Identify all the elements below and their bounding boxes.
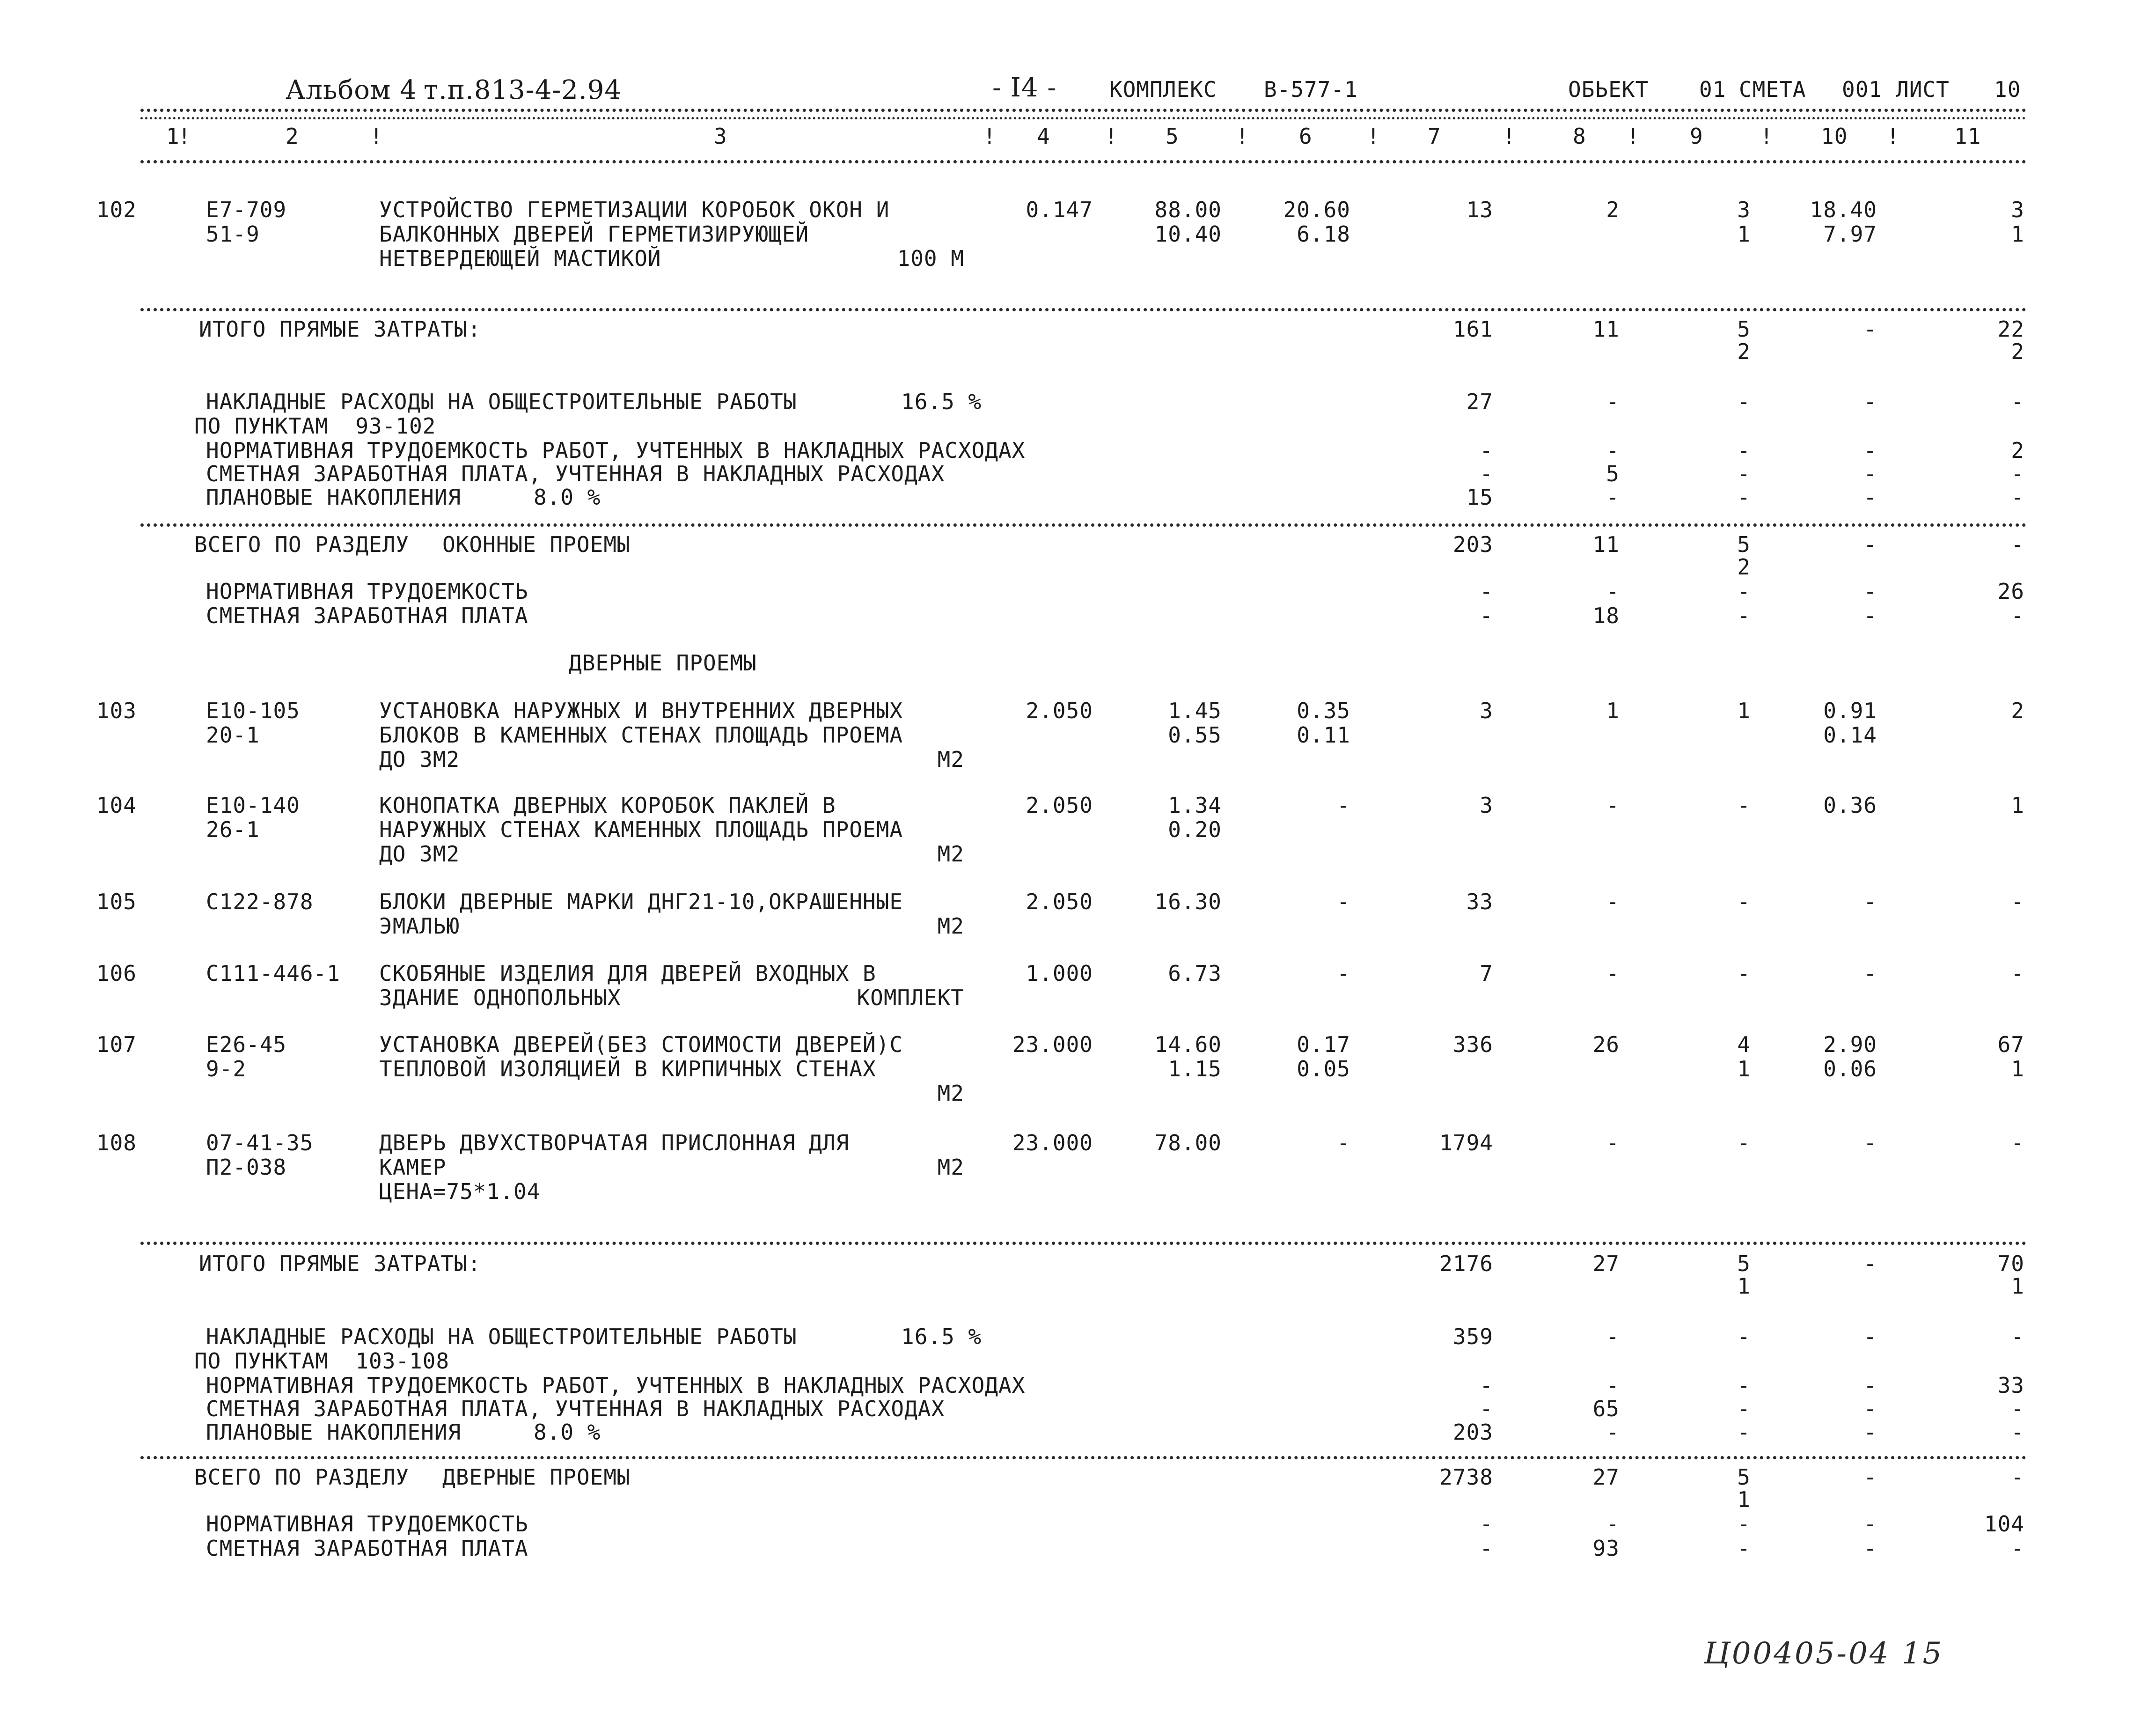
wages-total: 26	[1592, 1032, 1620, 1057]
overhead-value: -	[1737, 1324, 1751, 1349]
savings-value: -	[1737, 1420, 1751, 1445]
section-wages-value: -	[1737, 603, 1751, 628]
total-cost: 161	[1452, 316, 1493, 342]
dotted-rule	[140, 308, 2027, 311]
quantity: 0.147	[1026, 197, 1093, 222]
rate-code: Е26-45	[206, 1032, 287, 1057]
rate-code: Е7-709	[206, 197, 287, 222]
overhead-wages-value: 65	[1592, 1396, 1620, 1421]
overhead-value: 359	[1452, 1324, 1493, 1349]
work-description: ЦЕНА=75*1.04	[379, 1179, 541, 1204]
work-description: НАРУЖНЫХ СТЕНАХ КАМЕННЫХ ПЛОЩАДЬ ПРОЕМА	[379, 817, 903, 842]
section-name: ОКОННЫЕ ПРОЕМЫ	[442, 532, 631, 557]
row-number: 107	[96, 1032, 137, 1057]
rate-code: С111-446-1	[206, 961, 340, 986]
section-labor-label: НОРМАТИВНАЯ ТРУДОЕМКОСТЬ	[206, 1511, 528, 1537]
overhead-wages-label: СМЕТНАЯ ЗАРАБОТНАЯ ПЛАТА, УЧТЕННАЯ В НАКЛАДНЫХ РАСХОДАХ	[206, 461, 945, 486]
rate-code-sub: П2-038	[206, 1155, 287, 1180]
section-labor-value: 26	[1997, 579, 2024, 604]
overhead-labor-value: -	[1737, 1373, 1751, 1398]
labor-rate: -	[1863, 1130, 1877, 1155]
complex-label: КОМПЛЕКС	[1109, 77, 1217, 102]
overhead-wages-value: -	[2011, 1396, 2024, 1421]
work-description: НЕТВЕРДЕЮЩЕЙ МАСТИКОЙ	[379, 246, 661, 271]
section-total-wages: 27	[1592, 1464, 1620, 1490]
unit-cost: 6.73	[1168, 961, 1222, 986]
column-separator: !	[1886, 124, 1900, 149]
total-labor-machine: 1	[2011, 1273, 2024, 1299]
overhead-value: 27	[1466, 389, 1493, 414]
overhead-label: НАКЛАДНЫЕ РАСХОДЫ НА ОБЩЕСТРОИТЕЛЬНЫЕ РАБОТЫ	[206, 1324, 797, 1349]
overhead-wages-value: -	[2011, 461, 2024, 486]
unit-of-measure: М2	[937, 841, 964, 867]
row-number: 102	[96, 197, 137, 222]
machine-total: 3	[1737, 197, 1751, 222]
labor-rate-machine: 7.97	[1823, 221, 1877, 247]
overhead-labor-value: -	[1606, 438, 1620, 463]
total-label: ИТОГО ПРЯМЫЕ ЗАТРАТЫ:	[199, 316, 481, 342]
section-total-machine: 5	[1737, 1464, 1751, 1490]
header-rule-bottom	[140, 160, 2027, 163]
section-wages-value: -	[1863, 603, 1877, 628]
overhead-wages-value: -	[1480, 461, 1493, 486]
overhead-labor-value: -	[1863, 438, 1877, 463]
total-cost: 7	[1480, 961, 1493, 986]
overhead-value: -	[2011, 389, 2024, 414]
total-labor-machine: 2	[2011, 339, 2024, 364]
total-machine: 5	[1737, 316, 1751, 342]
machine-cost: -	[1337, 793, 1350, 818]
unit-cost: 78.00	[1154, 1130, 1222, 1155]
savings-value: -	[1863, 485, 1877, 510]
labor-total: -	[2011, 889, 2024, 914]
unit-of-measure: М2	[937, 913, 964, 939]
savings-value: -	[1606, 1420, 1620, 1445]
overhead-value: -	[1863, 389, 1877, 414]
section-labor-value: -	[1737, 1511, 1751, 1537]
column-number-1: 1	[166, 124, 180, 149]
rate-code: 07-41-35	[206, 1130, 314, 1155]
overhead-labor-label: НОРМАТИВНАЯ ТРУДОЕМКОСТЬ РАБОТ, УЧТЕННЫХ В НАКЛАДНЫХ РАСХОДАХ	[206, 438, 1026, 463]
column-separator: !	[1760, 124, 1774, 149]
wages-total: -	[1606, 961, 1620, 986]
savings-value: -	[2011, 485, 2024, 510]
section-labor-value: -	[1863, 579, 1877, 604]
dotted-rule	[140, 1242, 2027, 1245]
machine-total: 4	[1737, 1032, 1751, 1057]
unit-cost: 14.60	[1154, 1032, 1222, 1057]
section-wages-label: СМЕТНАЯ ЗАРАБОТНАЯ ПЛАТА	[206, 603, 528, 628]
wages-total: -	[1606, 793, 1620, 818]
column-number-8: 8	[1573, 124, 1586, 149]
machine-cost: -	[1337, 889, 1350, 914]
section-labor-value: -	[1606, 579, 1620, 604]
section-labor-value: -	[1480, 1511, 1493, 1537]
work-description: КОНОПАТКА ДВЕРНЫХ КОРОБОК ПАКЛЕЙ В	[379, 793, 836, 818]
savings-value: 15	[1466, 485, 1493, 510]
labor-total: 67	[1997, 1032, 2024, 1057]
machine-cost: 0.17	[1297, 1032, 1350, 1057]
work-description: СКОБЯНЫЕ ИЗДЕЛИЯ ДЛЯ ДВЕРЕЙ ВХОДНЫХ В	[379, 961, 876, 986]
row-number: 104	[96, 793, 137, 818]
overhead-wages-value: -	[1737, 1396, 1751, 1421]
wages-total: -	[1606, 889, 1620, 914]
dotted-rule	[140, 1456, 2027, 1459]
column-number-5: 5	[1166, 124, 1179, 149]
total-cost: 3	[1480, 698, 1493, 723]
object-number: 01	[1699, 77, 1726, 102]
wages-total: 1	[1606, 698, 1620, 723]
section-labor-value: -	[1480, 579, 1493, 604]
row-number: 106	[96, 961, 137, 986]
work-description: УСТРОЙСТВО ГЕРМЕТИЗАЦИИ КОРОБОК ОКОН И	[379, 197, 890, 222]
unit-cost: 88.00	[1154, 197, 1222, 222]
savings-value: -	[1863, 1420, 1877, 1445]
wages-total: 2	[1606, 197, 1620, 222]
section-total-labor: -	[2011, 1464, 2024, 1490]
section-title: ДВЕРНЫЕ ПРОЕМЫ	[569, 650, 757, 676]
overhead-items: ПО ПУНКТАМ 93-102	[194, 413, 436, 439]
labor-total: 3	[2011, 197, 2024, 222]
unit-cost: 16.30	[1154, 889, 1222, 914]
labor-total: 2	[2011, 698, 2024, 723]
machine-total-wages: 1	[1737, 221, 1751, 247]
header-rule-mid	[140, 117, 2027, 119]
overhead-labor-value: -	[1480, 1373, 1493, 1398]
savings-value: -	[1606, 485, 1620, 510]
rate-code-sub: 26-1	[206, 817, 260, 842]
machine-cost-wages: 6.18	[1297, 221, 1350, 247]
section-total-machine-wages: 1	[1737, 1487, 1751, 1512]
row-number: 108	[96, 1130, 137, 1155]
section-labor-value: -	[1737, 579, 1751, 604]
handwritten-number: Ц00405-04 15	[1704, 1636, 1944, 1671]
overhead-label: НАКЛАДНЫЕ РАСХОДЫ НА ОБЩЕСТРОИТЕЛЬНЫЕ РАБОТЫ	[206, 389, 797, 414]
work-description: ДВЕРЬ ДВУХСТВОРЧАТАЯ ПРИСЛОННАЯ ДЛЯ	[379, 1130, 850, 1155]
unit-cost: 1.34	[1168, 793, 1222, 818]
rate-code: С122-878	[206, 889, 314, 914]
labor-total: -	[2011, 1130, 2024, 1155]
total-labor-rate: -	[1863, 1251, 1877, 1276]
section-name: ДВЕРНЫЕ ПРОЕМЫ	[442, 1464, 631, 1490]
section-labor-value: -	[1863, 1511, 1877, 1537]
header-rule-top	[140, 109, 2027, 112]
machine-total: -	[1737, 1130, 1751, 1155]
section-wages-value: -	[2011, 603, 2024, 628]
unit-of-measure: М2	[937, 1155, 964, 1180]
overhead-labor-value: -	[1863, 1373, 1877, 1398]
labor-total-machine: 1	[2011, 221, 2024, 247]
overhead-labor-value: 2	[2011, 438, 2024, 463]
machine-cost-wages: 0.11	[1297, 722, 1350, 748]
total-wages: 11	[1592, 316, 1620, 342]
unit-cost-wages: 1.15	[1168, 1056, 1222, 1081]
column-separator: !	[983, 124, 997, 149]
rate-code: Е10-105	[206, 698, 300, 723]
section-total-label: ВСЕГО ПО РАЗДЕЛУ	[194, 532, 410, 557]
column-separator: !	[1105, 124, 1118, 149]
object-label: ОБЬЕКТ	[1568, 77, 1649, 102]
overhead-percent: 16.5 %	[901, 1324, 982, 1349]
work-description: ЗДАНИЕ ОДНОПОЛЬНЫХ	[379, 985, 621, 1010]
column-number-11: 11	[1954, 124, 1981, 149]
quantity: 23.000	[1012, 1032, 1093, 1057]
machine-cost: -	[1337, 1130, 1350, 1155]
section-total-wages: 11	[1592, 532, 1620, 557]
labor-rate: -	[1863, 889, 1877, 914]
album-label: Альбом 4	[286, 75, 417, 105]
column-number-7: 7	[1428, 124, 1441, 149]
overhead-wages-value: -	[1863, 461, 1877, 486]
overhead-labor-value: -	[1480, 438, 1493, 463]
unit-of-measure: М2	[937, 1081, 964, 1106]
page-number: - I4 -	[992, 73, 1057, 103]
section-wages-value: -	[1480, 1536, 1493, 1561]
overhead-wages-value: -	[1737, 461, 1751, 486]
overhead-wages-value: 5	[1606, 461, 1620, 486]
section-wages-value: -	[1480, 603, 1493, 628]
work-description: ТЕПЛОВОЙ ИЗОЛЯЦИЕЙ В КИРПИЧНЫХ СТЕНАХ	[379, 1056, 876, 1081]
column-separator: !	[370, 124, 383, 149]
column-separator: !	[1627, 124, 1640, 149]
section-total-machine: 5	[1737, 532, 1751, 557]
work-description: УСТАНОВКА НАРУЖНЫХ И ВНУТРЕННИХ ДВЕРНЫХ	[379, 698, 903, 723]
work-description: БЛОКОВ В КАМЕННЫХ СТЕНАХ ПЛОЩАДЬ ПРОЕМА	[379, 722, 903, 748]
row-number: 105	[96, 889, 137, 914]
total-cost: 1794	[1439, 1130, 1493, 1155]
column-number-10: 10	[1821, 124, 1848, 149]
section-labor-value: 104	[1984, 1511, 2024, 1537]
labor-rate-machine: 0.14	[1823, 722, 1877, 748]
section-total-label: ВСЕГО ПО РАЗДЕЛУ	[194, 1464, 410, 1490]
overhead-wages-label: СМЕТНАЯ ЗАРАБОТНАЯ ПЛАТА, УЧТЕННАЯ В НАКЛАДНЫХ РАСХОДАХ	[206, 1396, 945, 1421]
overhead-labor-value: -	[1737, 438, 1751, 463]
labor-total-machine: 1	[2011, 1056, 2024, 1081]
complex-code: В-577-1	[1264, 77, 1358, 102]
total-machine-wages: 1	[1737, 1273, 1751, 1299]
savings-label: ПЛАНОВЫЕ НАКОПЛЕНИЯ	[206, 485, 462, 510]
savings-percent: 8.0 %	[534, 485, 601, 510]
rate-code: Е10-140	[206, 793, 300, 818]
machine-total-wages: 1	[1737, 1056, 1751, 1081]
section-wages-value: 18	[1592, 603, 1620, 628]
quantity: 23.000	[1012, 1130, 1093, 1155]
overhead-value: -	[1606, 389, 1620, 414]
overhead-wages-value: -	[1863, 1396, 1877, 1421]
wages-total: -	[1606, 1130, 1620, 1155]
machine-total: -	[1737, 961, 1751, 986]
savings-value: -	[1737, 485, 1751, 510]
quantity: 2.050	[1026, 889, 1093, 914]
column-number-3: 3	[714, 124, 727, 149]
section-wages-value: -	[1737, 1536, 1751, 1561]
labor-total: -	[2011, 961, 2024, 986]
total-wages: 27	[1592, 1251, 1620, 1276]
smeta-label: СМЕТА	[1739, 77, 1806, 102]
machine-cost-wages: 0.05	[1297, 1056, 1350, 1081]
column-separator: !	[1503, 124, 1516, 149]
quantity: 2.050	[1026, 698, 1093, 723]
total-cost: 33	[1466, 889, 1493, 914]
section-total-labor-rate: -	[1863, 532, 1877, 557]
sheet-number: 10	[1994, 77, 2021, 102]
section-wages-value: 93	[1592, 1536, 1620, 1561]
work-description: ДО 3М2	[379, 747, 460, 772]
overhead-labor-label: НОРМАТИВНАЯ ТРУДОЕМКОСТЬ РАБОТ, УЧТЕННЫХ В НАКЛАДНЫХ РАСХОДАХ	[206, 1373, 1026, 1398]
column-separator: !	[178, 124, 191, 149]
total-labor: 70	[1997, 1251, 2024, 1276]
section-labor-label: НОРМАТИВНАЯ ТРУДОЕМКОСТЬ	[206, 579, 528, 604]
total-cost: 2176	[1439, 1251, 1493, 1276]
column-number-4: 4	[1037, 124, 1050, 149]
overhead-items: ПО ПУНКТАМ 103-108	[194, 1348, 450, 1374]
machine-total: -	[1737, 793, 1751, 818]
rate-code-sub: 20-1	[206, 722, 260, 748]
total-machine-wages: 2	[1737, 339, 1751, 364]
column-number-9: 9	[1690, 124, 1703, 149]
work-description: КАМЕР	[379, 1155, 447, 1180]
overhead-value: -	[1737, 389, 1751, 414]
section-total-cost: 203	[1452, 532, 1493, 557]
total-machine: 5	[1737, 1251, 1751, 1276]
quantity: 1.000	[1026, 961, 1093, 986]
savings-percent: 8.0 %	[534, 1420, 601, 1445]
work-description: ДО 3М2	[379, 841, 460, 867]
labor-total: 1	[2011, 793, 2024, 818]
unit-cost-wages: 0.20	[1168, 817, 1222, 842]
total-label: ИТОГО ПРЯМЫЕ ЗАТРАТЫ:	[199, 1251, 481, 1276]
total-labor-rate: -	[1863, 316, 1877, 342]
tp-code: т.п.813-4-2.94	[424, 75, 622, 105]
savings-value: -	[2011, 1420, 2024, 1445]
savings-label: ПЛАНОВЫЕ НАКОПЛЕНИЯ	[206, 1420, 462, 1445]
machine-total: 1	[1737, 698, 1751, 723]
quantity: 2.050	[1026, 793, 1093, 818]
work-description: ЭМАЛЬЮ	[379, 913, 460, 939]
unit-cost: 1.45	[1168, 698, 1222, 723]
section-wages-value: -	[1863, 1536, 1877, 1561]
section-wages-value: -	[2011, 1536, 2024, 1561]
machine-cost: -	[1337, 961, 1350, 986]
column-number-6: 6	[1299, 124, 1313, 149]
section-total-labor: -	[2011, 532, 2024, 557]
section-total-machine-wages: 2	[1737, 554, 1751, 580]
overhead-value: -	[1606, 1324, 1620, 1349]
overhead-labor-value: -	[1606, 1373, 1620, 1398]
labor-rate: 18.40	[1810, 197, 1877, 222]
unit-cost-wages: 0.55	[1168, 722, 1222, 748]
section-total-labor-rate: -	[1863, 1464, 1877, 1490]
labor-rate: 0.36	[1823, 793, 1877, 818]
row-number: 103	[96, 698, 137, 723]
machine-cost: 20.60	[1283, 197, 1350, 222]
unit-cost-wages: 10.40	[1154, 221, 1222, 247]
labor-rate-machine: 0.06	[1823, 1056, 1877, 1081]
labor-rate: -	[1863, 961, 1877, 986]
work-description: БЛОКИ ДВЕРНЫЕ МАРКИ ДНГ21-10,ОКРАШЕННЫЕ	[379, 889, 903, 914]
work-description: БАЛКОННЫХ ДВЕРЕЙ ГЕРМЕТИЗИРУЮЩЕЙ	[379, 221, 809, 247]
column-number-2: 2	[286, 124, 299, 149]
total-labor: 22	[1997, 316, 2024, 342]
dotted-rule	[140, 523, 2027, 527]
rate-code-sub: 51-9	[206, 221, 260, 247]
overhead-labor-value: 33	[1997, 1373, 2024, 1398]
machine-cost: 0.35	[1297, 698, 1350, 723]
savings-value: 203	[1452, 1420, 1493, 1445]
machine-total: -	[1737, 889, 1751, 914]
rate-code-sub: 9-2	[206, 1056, 247, 1081]
total-cost: 336	[1452, 1032, 1493, 1057]
labor-rate: 0.91	[1823, 698, 1877, 723]
smeta-number: 001	[1842, 77, 1883, 102]
labor-rate: 2.90	[1823, 1032, 1877, 1057]
column-separator: !	[1236, 124, 1249, 149]
section-labor-value: -	[1606, 1511, 1620, 1537]
total-cost: 13	[1466, 197, 1493, 222]
section-total-cost: 2738	[1439, 1464, 1493, 1490]
sheet-label: ЛИСТ	[1896, 77, 1950, 102]
column-separator: !	[1367, 124, 1380, 149]
overhead-wages-value: -	[1480, 1396, 1493, 1421]
unit-of-measure: М2	[937, 747, 964, 772]
overhead-value: -	[2011, 1324, 2024, 1349]
overhead-percent: 16.5 %	[901, 389, 982, 414]
section-wages-label: СМЕТНАЯ ЗАРАБОТНАЯ ПЛАТА	[206, 1536, 528, 1561]
unit-of-measure: 100 М	[897, 246, 964, 271]
unit-of-measure: КОМПЛЕКТ	[857, 985, 964, 1010]
work-description: УСТАНОВКА ДВЕРЕЙ(БЕЗ СТОИМОСТИ ДВЕРЕЙ)С	[379, 1032, 903, 1057]
total-cost: 3	[1480, 793, 1493, 818]
overhead-value: -	[1863, 1324, 1877, 1349]
